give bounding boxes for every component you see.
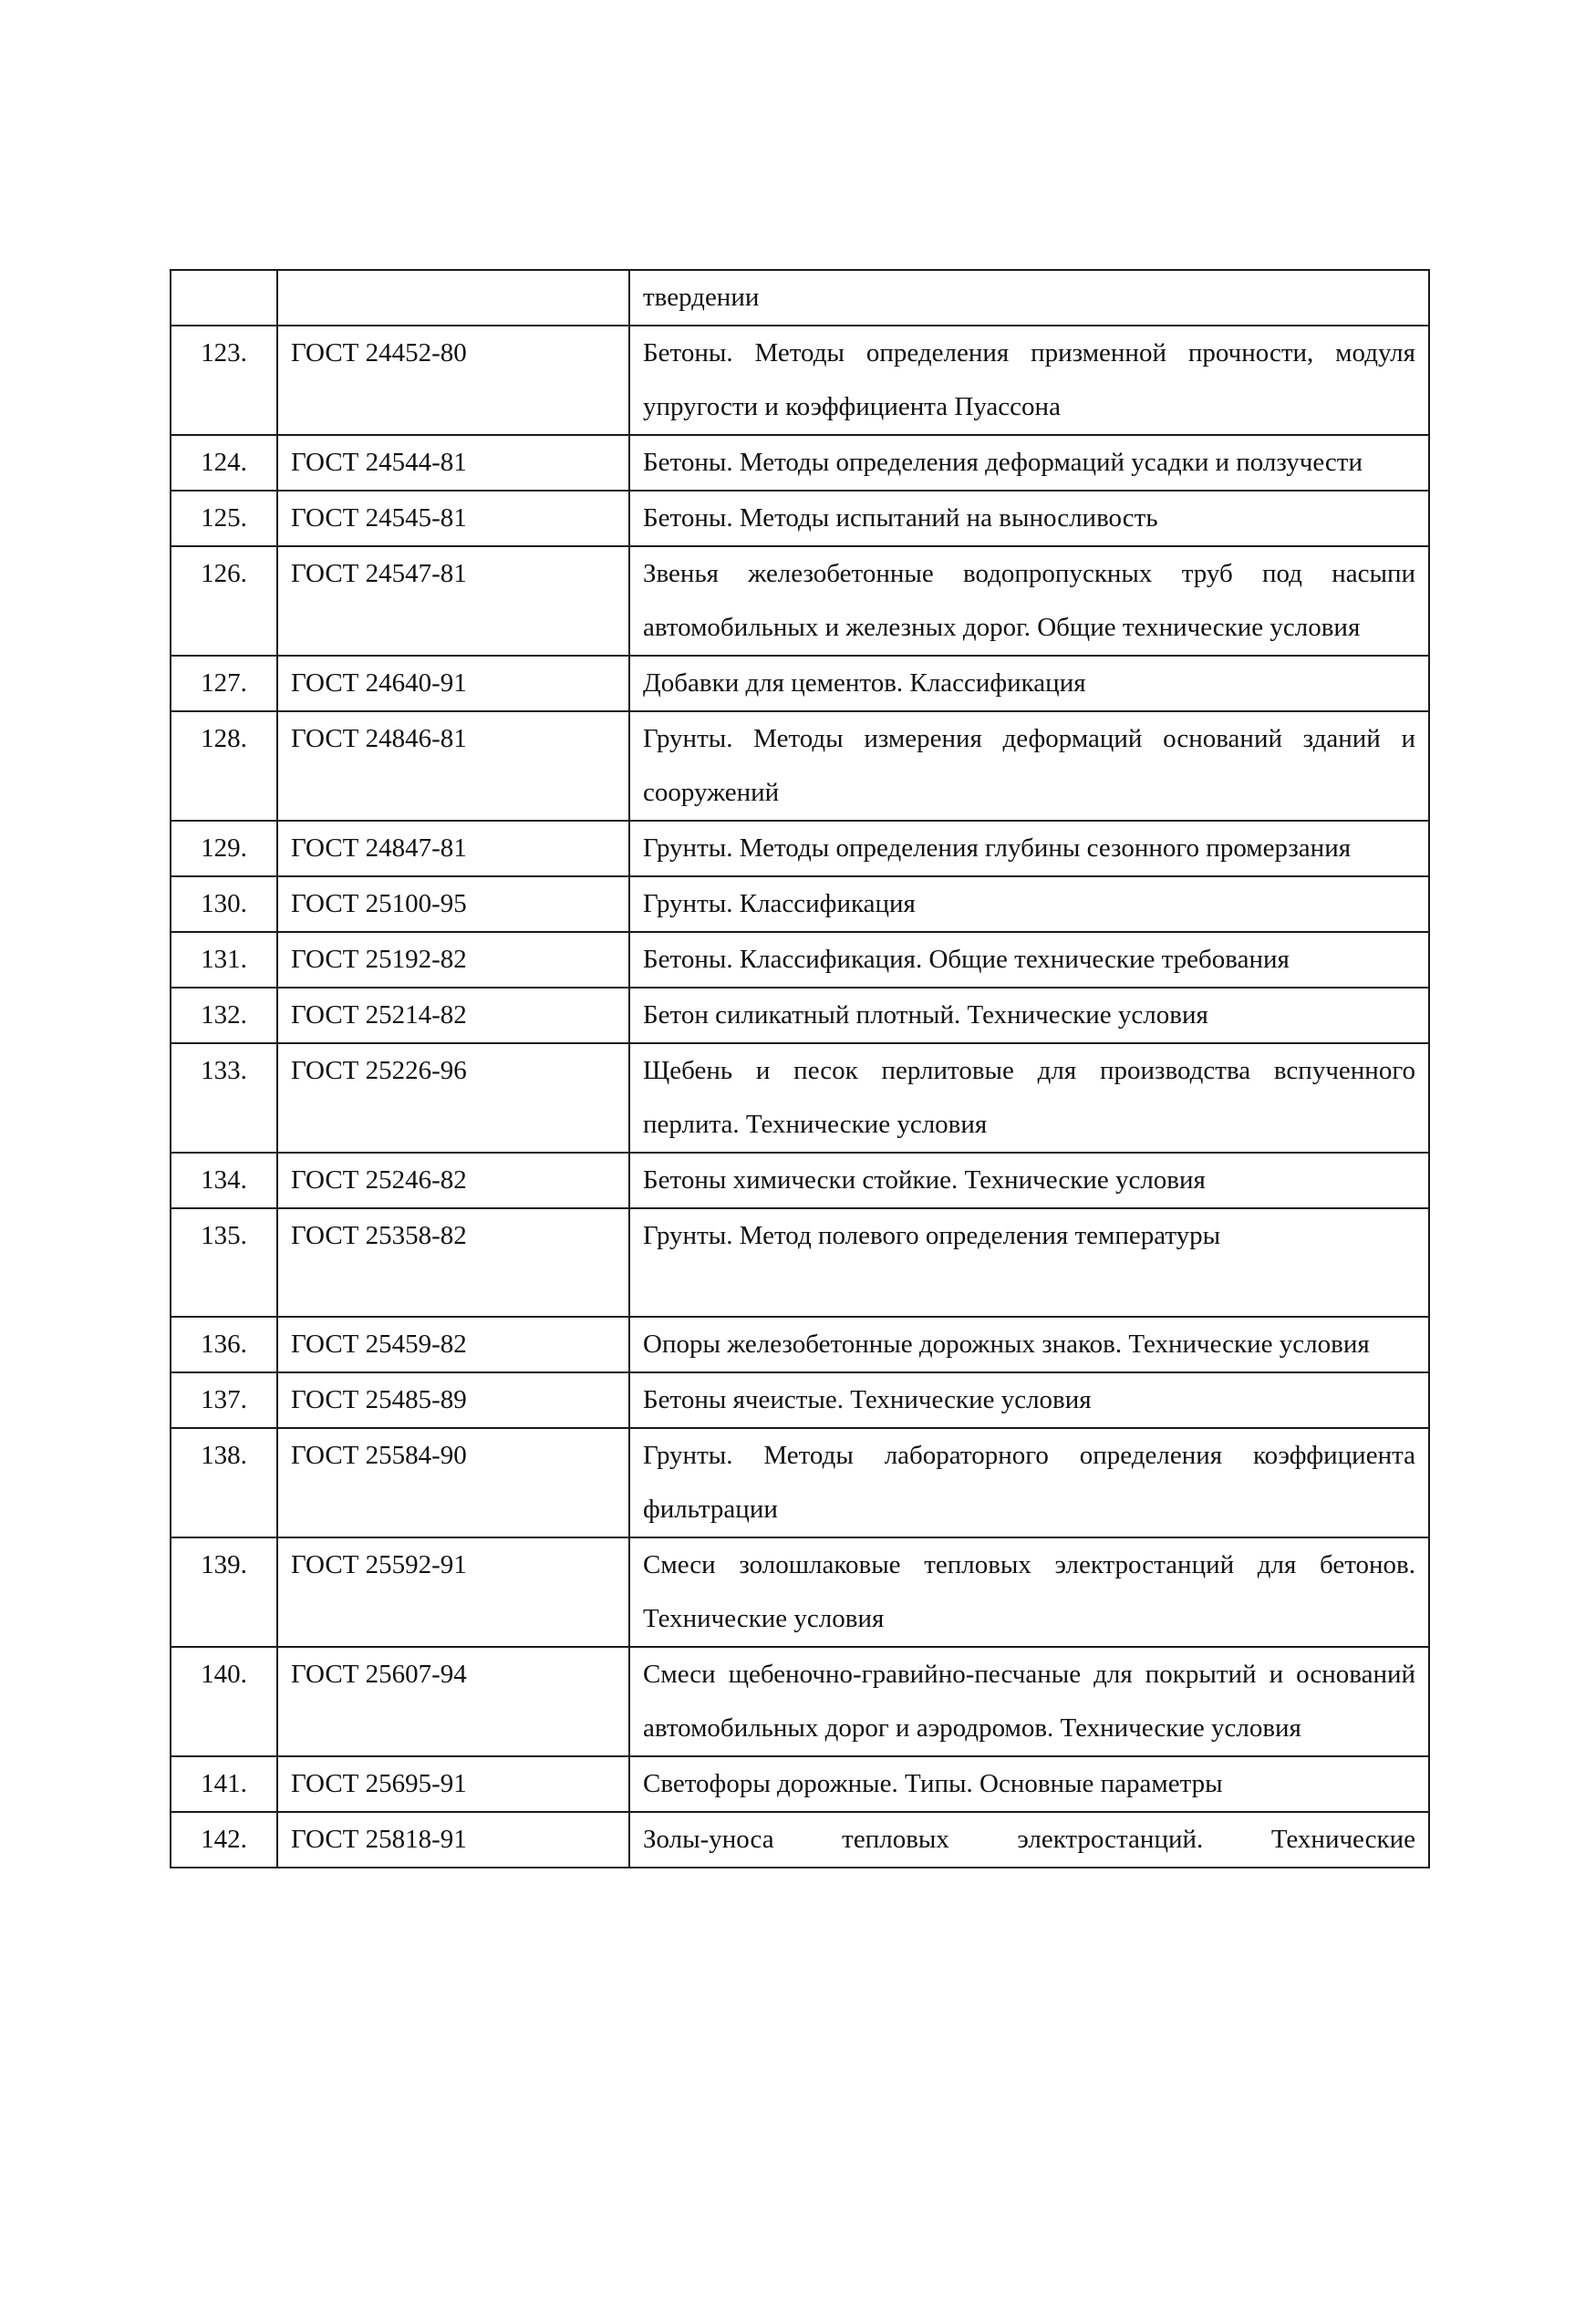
table-row [171,1756,1429,1812]
standard-title: Бетоны. Методы определения деформаций усадки и ползучести [629,435,1429,491]
standard-title: Грунты. Методы определения глубины сезонного промерзания [629,821,1429,876]
standard-title: твердении [629,270,1429,326]
row-number: 135. [171,1208,277,1317]
row-number: 128. [171,711,277,821]
table-row [171,1372,1429,1428]
row-number: 131. [171,932,277,988]
standard-title: Звенья железобетонные водопропускных труб под насыпи автомобильных и железных дорог. Общие технические условия [629,546,1429,656]
row-number: 124. [171,435,277,491]
standard-title: Добавки для цементов. Классификация [629,656,1429,711]
standard-title: Бетоны. Методы определения призменной прочности, модуля упругости и коэффициента Пуассона [629,326,1429,435]
standard-title: Грунты. Методы лабораторного определения коэффициента фильтрации [629,1428,1429,1537]
row-number: 127. [171,656,277,711]
gost-code [277,270,629,326]
standard-title: Опоры железобетонные дорожных знаков. Технические условия [629,1317,1429,1372]
gost-code: ГОСТ 25592-91 [277,1537,629,1647]
gost-code: ГОСТ 24544-81 [277,435,629,491]
standard-title: Грунты. Метод полевого определения температуры [629,1208,1429,1317]
gost-code: ГОСТ 25100-95 [277,876,629,932]
standard-title: Бетоны. Методы испытаний на выносливость [629,491,1429,546]
table-row [171,821,1429,876]
standard-title: Золы-уноса тепловых электростанций. Технические [629,1812,1429,1868]
table-row [171,270,1429,326]
gost-code: ГОСТ 24545-81 [277,491,629,546]
table-row [171,711,1429,821]
standard-title: Бетоны ячеистые. Технические условия [629,1372,1429,1428]
gost-code: ГОСТ 25358-82 [277,1208,629,1317]
table-row [171,932,1429,988]
gost-code: ГОСТ 24452-80 [277,326,629,435]
gost-code: ГОСТ 25584-90 [277,1428,629,1537]
table-row [171,546,1429,656]
row-number: 142. [171,1812,277,1868]
gost-code: ГОСТ 25695-91 [277,1756,629,1812]
table-row [171,988,1429,1043]
table-row [171,876,1429,932]
standard-title: Светофоры дорожные. Типы. Основные параметры [629,1756,1429,1812]
row-number: 137. [171,1372,277,1428]
table-row [171,1428,1429,1537]
standard-title: Грунты. Методы измерения деформаций оснований зданий и сооружений [629,711,1429,821]
row-number: 123. [171,326,277,435]
standards-table [170,269,1430,1868]
standard-title: Бетоны. Классификация. Общие технические требования [629,932,1429,988]
gost-code: ГОСТ 25226-96 [277,1043,629,1153]
standard-title: Щебень и песок перлитовые для производства вспученного перлита. Технические условия [629,1043,1429,1153]
table-row [171,491,1429,546]
standard-title: Грунты. Классификация [629,876,1429,932]
row-number: 136. [171,1317,277,1372]
row-number: 139. [171,1537,277,1647]
gost-code: ГОСТ 24640-91 [277,656,629,711]
gost-code: ГОСТ 25485-89 [277,1372,629,1428]
gost-code: ГОСТ 25246-82 [277,1153,629,1208]
standard-title: Смеси щебеночно-гравийно-песчаные для покрытий и оснований автомобильных дорог и аэродромов. Технические условия [629,1647,1429,1756]
row-number: 140. [171,1647,277,1756]
table-row [171,1208,1429,1317]
gost-code: ГОСТ 25459-82 [277,1317,629,1372]
standard-title: Бетоны химически стойкие. Технические условия [629,1153,1429,1208]
row-number [171,270,277,326]
gost-code: ГОСТ 24847-81 [277,821,629,876]
gost-code: ГОСТ 25214-82 [277,988,629,1043]
table-row [171,1043,1429,1153]
table-row [171,1537,1429,1647]
row-number: 134. [171,1153,277,1208]
standard-title: Смеси золошлаковые тепловых электростанций для бетонов. Технические условия [629,1537,1429,1647]
table-row [171,1647,1429,1756]
gost-code: ГОСТ 24846-81 [277,711,629,821]
table-row [171,326,1429,435]
gost-code: ГОСТ 25607-94 [277,1647,629,1756]
row-number: 126. [171,546,277,656]
row-number: 130. [171,876,277,932]
gost-code: ГОСТ 25818-91 [277,1812,629,1868]
table-row [171,1812,1429,1868]
gost-code: ГОСТ 25192-82 [277,932,629,988]
standard-title: Бетон силикатный плотный. Технические условия [629,988,1429,1043]
row-number: 133. [171,1043,277,1153]
table-row [171,656,1429,711]
row-number: 141. [171,1756,277,1812]
row-number: 125. [171,491,277,546]
gost-code: ГОСТ 24547-81 [277,546,629,656]
row-number: 132. [171,988,277,1043]
row-number: 129. [171,821,277,876]
table-row [171,1317,1429,1372]
table-row [171,435,1429,491]
row-number: 138. [171,1428,277,1537]
table-row [171,1153,1429,1208]
